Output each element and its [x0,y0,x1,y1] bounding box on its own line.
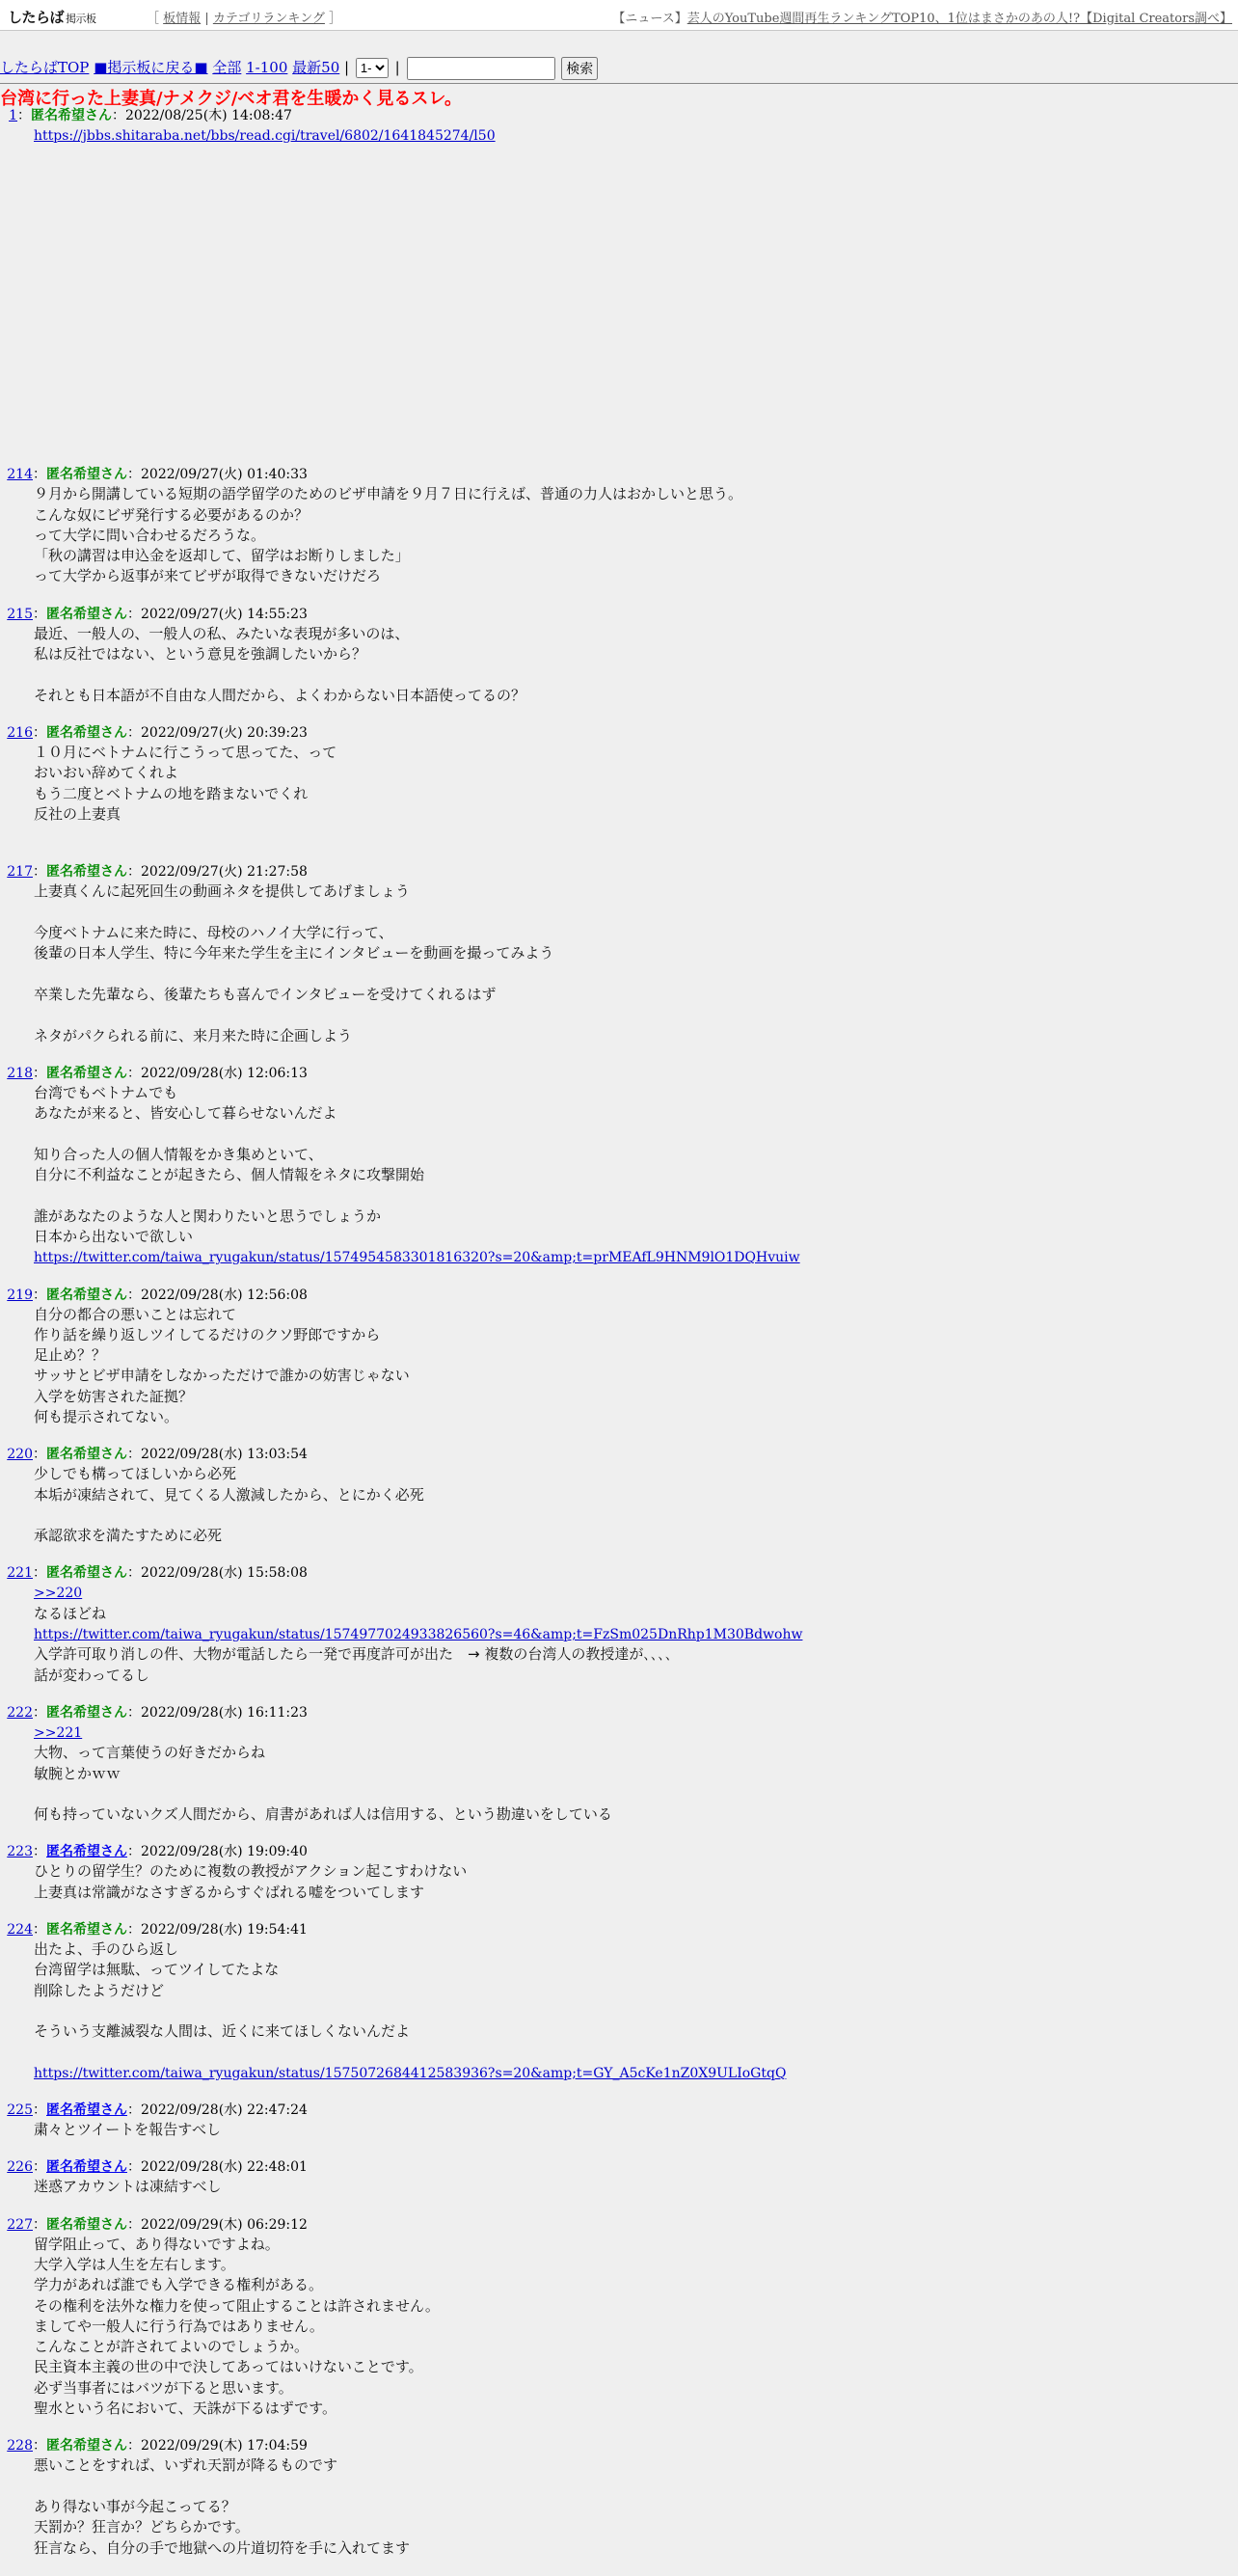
post-line [34,1247,1238,1267]
post [0,1445,1238,1546]
category-ranking-link[interactable]: カテゴリランキング [212,12,325,26]
header-news [612,8,1232,26]
post-header: 223：匿名希望さん：2022/09/28(水) 19:09:40 [0,1842,1238,1861]
post-line: 承認欲求を満たすために必死 [34,1527,223,1545]
post-body [34,2120,1238,2140]
post-body [34,624,1238,706]
post-body [34,1722,1238,1825]
post-body [34,2177,1238,2197]
post [0,1920,1238,2083]
site-header [0,0,1238,31]
post-header: 228：匿名希望さん：2022/09/29(木) 17:04:59 [0,2436,1238,2455]
thread-nav [0,54,1238,84]
post-link[interactable]: https://twitter.com/taiwa_ryugakun/status/1575072684412583936?s=20&amp;t=GY_A5cKe1nZ0X9ULIoGtqQ [34,2065,787,2081]
latest-50-link[interactable]: 最新50 [292,59,340,76]
post-line [34,2001,1238,2021]
post-line: ましてや一般人に行う行為ではありません。 [34,2317,324,2335]
post-line: 何も提示されてない。 [34,1407,179,1425]
post-number-link[interactable]: 219 [7,1287,33,1303]
post-line: 留学阻止って、あり得ないですよね。 [34,2235,280,2253]
post-line: って大学から返事が来てビザが取得できないだけだろ [34,567,382,585]
post-line: 本垢が凍結されて、見てくる人激減したから、とにかく必死 [34,1485,424,1504]
poster-name-link[interactable]: 匿名希望さん [46,2159,127,2176]
search-button[interactable]: 検索 [561,57,598,80]
post-header: 225：匿名希望さん：2022/09/28(水) 22:47:24 [0,2101,1238,2120]
post-number-link[interactable]: 223 [7,1844,33,1860]
post-line: その権利を法外な権力を使って阻止することは許されません。 [34,2296,440,2315]
poster-name [46,467,127,482]
post-link[interactable]: https://twitter.com/taiwa_ryugakun/status/1574977024933826560?s=46&amp;t=FzSm025DnRhp1M30Bdwohw [34,1627,803,1643]
post [0,1286,1238,1428]
logo-text: したらば [8,9,65,26]
post-body [34,743,1238,845]
post-header: 220：匿名希望さん：2022/09/28(水) 13:03:54 [0,1445,1238,1464]
post-line: そういう支離滅裂な人間は、近くに来てほしくないんだよ [34,2022,411,2041]
post-body [34,1083,1238,1268]
post-line: 少しでも構ってほしいから必死 [34,1465,237,1483]
post-line: 何も持っていないクズ人間だから、肩書があれば人は信用する、という勘違いをしている [34,1805,612,1824]
post-number-link[interactable]: 218 [7,1065,33,1081]
post-line: 「秋の講習は申込金を返却して、留学はお断りしました」 [34,547,410,565]
post-header: 214：匿名希望さん：2022/09/27(火) 01:40:33 [0,465,1238,484]
post-line: 聖水という名において、天誅が下るはずです。 [34,2400,336,2418]
post-line [34,2043,1238,2063]
post-body [34,2455,1238,2558]
post-line: 今度ベトナムに来た時に、母校のハノイ大学に行って、 [34,924,393,942]
post-line: 大学入学は人生を左右します。 [34,2256,235,2273]
post-number-link[interactable]: 224 [7,1922,33,1939]
post-line: 上妻真は常識がなさすぎるからすぐばれる嘘をついてします [34,1883,425,1901]
post-body [34,1583,1238,1685]
post-number-link[interactable]: 228 [7,2438,33,2454]
nav-bracket-open: ［ [147,12,160,26]
post-line [34,903,1238,923]
post-header: 224：匿名希望さん：2022/09/28(水) 19:54:41 [0,1920,1238,1939]
nav-separator: | [344,59,350,76]
poster-name-link[interactable]: 匿名希望さん [46,2102,127,2119]
post-line: 台湾でもベトナムでも [34,1083,178,1101]
post-line: １０月にベトナムに行こうって思ってた、って [34,743,337,761]
post-line [34,964,1238,985]
poster-name [46,864,127,880]
post-body [34,881,1238,1045]
post [0,862,1238,1045]
poster-name-text: 匿名希望さん [46,724,127,741]
post-line [34,2063,1238,2083]
post-line: 民主資本主義の世の中で決してあってはいけないことです。 [34,2358,423,2376]
post-line: 自分に不利益なことが起きたら、個人情報をネタに攻撃開始 [34,1166,425,1184]
post-line: 必ず当事者にはバツが下ると思います。 [34,2378,293,2397]
post-header: 216：匿名希望さん：2022/09/27(火) 20:39:23 [0,723,1238,743]
post-line: 作り話を繰り返しツイしてるだけのクソ野郎ですから [34,1325,381,1343]
range-select[interactable] [356,58,389,78]
poster-name [46,2159,127,2175]
post [0,2157,1238,2197]
post-line: 出たよ、手のひら返し [34,1940,179,1959]
post-header: 222：匿名希望さん：2022/09/28(水) 16:11:23 [0,1703,1238,1722]
thread-url-link[interactable]: https://jbbs.shitaraba.net/bbs/read.cgi/travel/6802/1641845274/l50 [34,128,496,144]
post-link[interactable]: >>221 [34,1724,83,1741]
post-line: 入学を妨害された証拠？ [34,1387,194,1405]
post-line [34,1784,1238,1804]
post-date: 2022/09/28(水) 13:03:54 [141,1447,308,1463]
post-number-link[interactable]: 225 [7,2102,33,2119]
post-header: 226：匿名希望さん：2022/09/28(水) 22:48:01 [0,2157,1238,2177]
post [0,723,1238,845]
news-link[interactable]: 芸人のYouTube週間再生ランキングTOP10、1位はまさかのあの人!?【Digital Creators調べ】 [686,12,1232,26]
poster-name-text: 匿名希望さん [46,2216,127,2233]
post-line: 敏腕とかｗｗ [34,1764,121,1782]
post-line: 天罰か？狂言か？どちらかです。 [34,2518,250,2536]
post-body [34,2235,1238,2420]
poster-name [46,1066,127,1081]
post-line [34,1005,1238,1025]
post-date: 2022/09/27(火) 01:40:33 [141,467,308,483]
post-line [34,1124,1238,1144]
post-line: 粛々とツイートを報告すべし [34,2121,221,2139]
post-line: 最近、一般人の、一般人の私、みたいな表現が多いのは、 [34,624,410,642]
post-line [34,1722,1238,1743]
post-header: 227：匿名希望さん：2022/09/29(木) 06:29:12 [0,2215,1238,2235]
poster-name [46,607,127,622]
post-line: 台湾留学は無駄、ってツイしてたよな [34,1961,280,1979]
poster-name-text: 匿名希望さん [46,2438,127,2454]
post [0,1064,1238,1268]
post-line [34,1624,1238,1644]
post-line: 悪いことをすれば、いずれ天罰が降るものです [34,2456,338,2475]
poster-name-text: 匿名希望さん [46,1447,127,1463]
poster-name [46,1705,127,1721]
post-link[interactable]: https://twitter.com/taiwa_ryugakun/status/1574954583301816320?s=20&amp;t=prMEAfL9HNM9lO1DQHvuiw [34,1250,800,1266]
post-line: 大物、って言葉使うの好きだからね [34,1744,266,1762]
post-date: 2022/09/28(水) 16:11:23 [141,1704,308,1721]
post-number-link[interactable]: 1 [9,108,17,123]
post-line: それとも日本語が不自由な人間だから、よくわからない日本語使ってるの？ [34,686,526,704]
post-date: 2022/09/28(水) 15:58:08 [141,1565,308,1582]
post-line [34,1185,1238,1206]
post-line: 学力があれば誰でも入学できる権利がある。 [34,2276,324,2294]
post-number-link[interactable]: 220 [7,1447,33,1463]
post-line: 自分の都合の悪いことは忘れて [34,1305,237,1323]
poster-name: 匿名希望さん [31,108,112,123]
post-header: 217：匿名希望さん：2022/09/27(火) 21:27:58 [0,862,1238,881]
post-line: 日本から出ないで欲しい [34,1227,194,1245]
post-line: ９月から開講している短期の語学留学のためのビザ申請を９月７日に行えば、普通の力人はおかしいと思う。 [34,485,743,503]
post-line: ひとりの留学生？のために複数の教授がアクション起こすわけない [34,1862,468,1881]
poster-name-text: 匿名希望さん [46,1065,127,1081]
post [0,1703,1238,1825]
post-line: もう二度とベトナムの地を踏まないでくれ [34,784,309,802]
poster-name-text: 匿名希望さん [46,1922,127,1939]
post [0,1563,1238,1685]
nav-separator: | [204,12,209,26]
post-line: 後輩の日本人学生、特に今年来た学生を主にインタビューを動画を撮ってみよう [34,944,554,963]
post-header: 219：匿名希望さん：2022/09/28(水) 12:56:08 [0,1286,1238,1305]
poster-name [46,725,127,741]
post-date: 2022/09/27(火) 14:55:23 [141,606,308,622]
post-line: サッサとビザ申請をしなかっただけで誰かの妨害じゃない [34,1367,410,1385]
post-line: 知り合った人の個人情報をかき集めといて、 [34,1145,323,1163]
post [0,2215,1238,2420]
post-date: 2022/09/28(水) 19:54:41 [141,1922,308,1939]
nav-bracket-close: ］ [329,12,342,26]
post-date: 2022/09/28(水) 22:47:24 [141,2102,308,2119]
post-line: あり得ない事が今起こってる？ [34,2497,236,2515]
post-line: 反社の上妻真 [34,804,121,823]
post-list [0,106,1238,2576]
post-line [34,2477,1238,2497]
post-line [34,825,1238,845]
post-line: って大学に問い合わせるだろうな。 [34,526,266,544]
post-line [34,1583,1238,1603]
post-line: おいおい辞めてくれよ [34,764,179,782]
poster-name [46,2438,127,2454]
post-link[interactable]: >>220 [34,1586,83,1602]
poster-name [46,2102,127,2118]
post-line: 足止め？？ [34,1346,107,1365]
post-header: 221：匿名希望さん：2022/09/28(水) 15:58:08 [0,1563,1238,1583]
post-line [34,1505,1238,1526]
post-line: 私は反社ではない、という意見を強調したいから？ [34,645,367,664]
post-line: ネタがパクられる前に、来月来た時に企画しよう [34,1026,353,1044]
post-line: こんな奴にビザ発行する必要があるのか？ [34,505,310,524]
post-body [34,1861,1238,1903]
poster-name-text: 匿名希望さん [46,864,127,881]
post-body [34,484,1238,586]
blank-area [0,147,1238,465]
post [0,465,1238,586]
post-body [34,1464,1238,1546]
post-line: 入学許可取り消しの件、大物が電話したら一発で再度許可が出た → 複数の台湾人の教授達が､､､､ [34,1645,673,1664]
post-date: 2022/09/28(水) 12:56:08 [141,1287,308,1303]
poster-name [46,1844,127,1859]
poster-name-link[interactable]: 匿名希望さん [46,1844,127,1860]
poster-name-text: 匿名希望さん [46,606,127,622]
poster-name-text: 匿名希望さん [46,1287,127,1303]
poster-name [46,1922,127,1938]
post-line: こんなことが許されてよいのでしょうか。 [34,2338,310,2356]
post [0,2101,1238,2140]
post-number-link[interactable]: 221 [7,1565,33,1582]
poster-name-text: 匿名希望さん [46,1565,127,1582]
post-number-link[interactable]: 215 [7,606,33,622]
range-1-100-link[interactable]: 1-100 [246,59,288,76]
post-header: 215：匿名希望さん：2022/09/27(火) 14:55:23 [0,605,1238,624]
post-date: 2022/09/28(水) 19:09:40 [141,1844,308,1860]
post-date: 2022/09/27(火) 20:39:23 [141,724,308,741]
post-line: あなたが来ると、皆安心して暮らせないんだよ [34,1104,337,1123]
nav-separator: | [394,59,400,76]
post-container [0,465,1238,2559]
post-date: 2022/09/29(木) 17:04:59 [141,2438,308,2454]
post-header: 1：匿名希望さん：2022/08/25(木) 14:08:47 [0,106,1238,125]
post-date: 2022/09/29(木) 06:29:12 [141,2216,308,2233]
post-line: 狂言なら、自分の手で地獄への片道切符を手に入れてます [34,2538,411,2557]
post [0,106,1238,147]
poster-name [46,1447,127,1462]
post-line: なるほどね [34,1604,107,1622]
back-to-board-link[interactable]: ■掲示板に戻る■ [94,59,208,76]
post-body [34,1305,1238,1428]
post-line: 卒業した先輩なら、後輩たちも喜んでインタビューを受けてくれるはず [34,985,497,1003]
post-date: 2022/09/28(水) 22:48:01 [141,2159,308,2176]
header-nav [147,8,341,26]
news-label: 【ニュース】 [612,12,687,26]
poster-name-text: 匿名希望さん [46,1704,127,1721]
poster-name [46,2217,127,2233]
shitaraba-logo[interactable] [8,7,114,24]
poster-name [46,1565,127,1581]
post-date: 2022/09/28(水) 12:06:13 [141,1065,308,1081]
post-number-link[interactable]: 217 [7,864,33,881]
board-info-link[interactable]: 板情報 [163,12,202,26]
post-body [34,125,1238,147]
post-number-link[interactable]: 222 [7,1704,33,1721]
all-posts-link[interactable]: 全部 [212,59,242,76]
post-date: 2022/08/25(木) 14:08:47 [125,108,292,123]
post-header: 218：匿名希望さん：2022/09/28(水) 12:06:13 [0,1064,1238,1083]
post [0,2436,1238,2558]
logo-sub: 掲示板 [66,13,96,25]
post [0,1842,1238,1903]
post-date: 2022/09/27(火) 21:27:58 [141,864,308,881]
post-line: 上妻真くんに起死回生の動画ネタを提供してあげましょう [34,882,411,901]
poster-name-text: 匿名希望さん [46,467,127,483]
post-number-link[interactable]: 214 [7,467,33,483]
post-line: 話が変わってるし [34,1666,149,1684]
post-number-link[interactable]: 216 [7,724,33,741]
post-number-link[interactable]: 226 [7,2159,33,2176]
post-line: 誰があなたのような人と関わりたいと思うでしょうか [34,1207,382,1225]
post [0,605,1238,706]
post-body [34,1939,1238,2083]
thread-title: 台湾に行った上妻真/ナメクジ/ベオ君を生暖かく見るスレ。 [0,89,462,109]
post-line: 削除したようだけど [34,1981,165,1999]
search-input[interactable] [407,57,555,80]
post-line: 迷惑アカウントは凍結すべし [34,2178,222,2196]
post-line [34,664,1238,685]
post-number-link[interactable]: 227 [7,2216,33,2233]
poster-name [46,1288,127,1303]
shitaraba-top-link[interactable]: したらばTOP [0,59,90,76]
